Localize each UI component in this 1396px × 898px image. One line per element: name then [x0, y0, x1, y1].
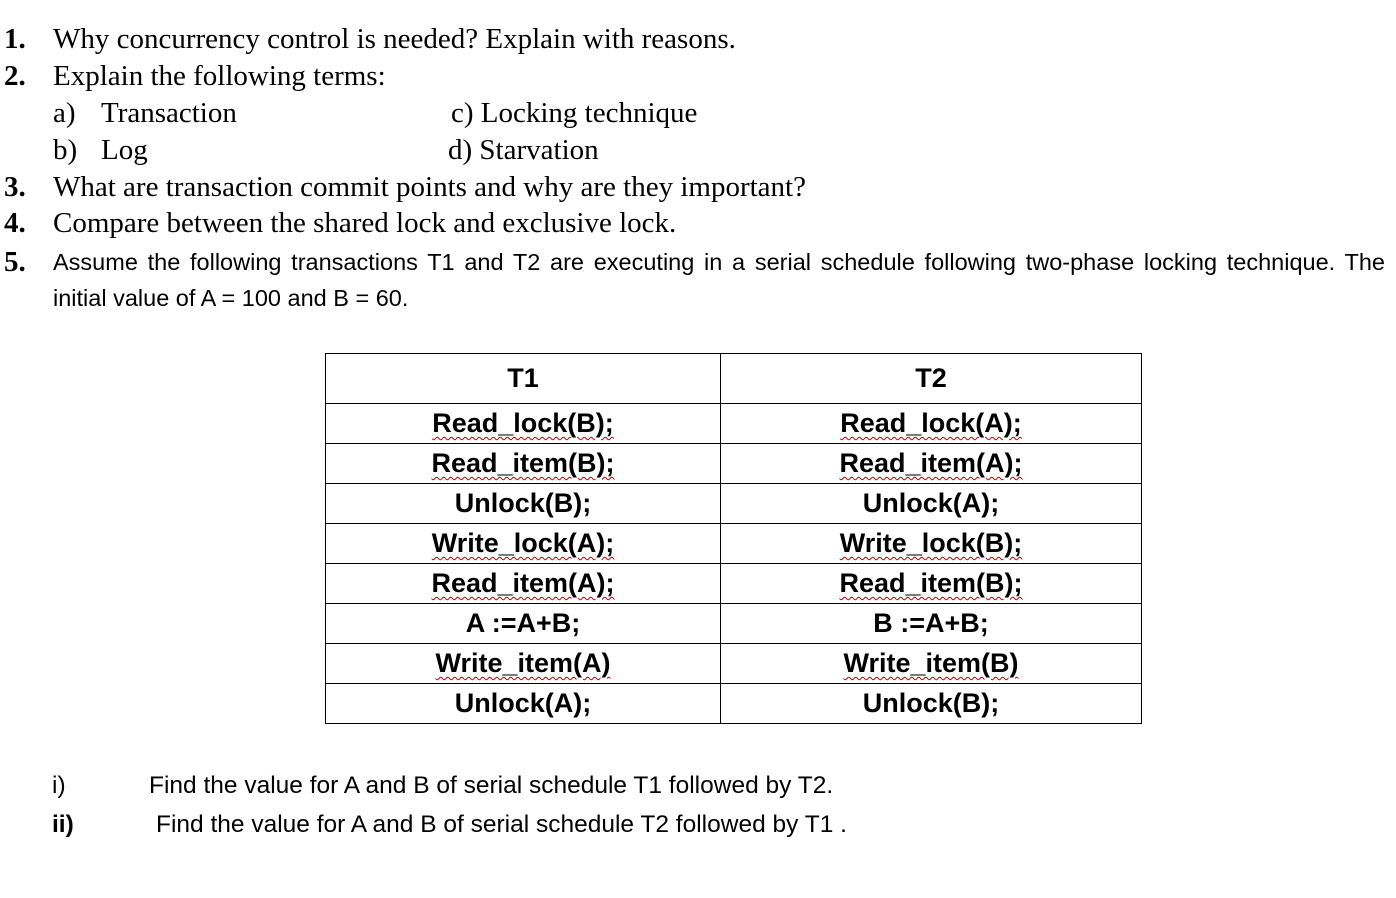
table-row [326, 684, 1142, 724]
table-cell: A :=A+B; [326, 604, 721, 644]
question-text: Compare between the shared lock and exclusive lock. [53, 207, 677, 239]
question-number: 2. [4, 60, 26, 92]
question-number: 4. [4, 207, 26, 239]
question-text: Why concurrency control is needed? Explain with reasons. [53, 23, 736, 55]
term-label: b) [53, 134, 78, 166]
table-cell: Read_item(B); [326, 444, 721, 484]
table-cell: Read_lock(A); [721, 404, 1142, 444]
table-cell: Unlock(B); [326, 484, 721, 524]
table-row [326, 404, 1142, 444]
term-label: d) [448, 134, 473, 166]
table-cell: Write_item(A) [326, 644, 721, 684]
term-text: Locking technique [480, 97, 698, 129]
question-text: Explain the following terms: [53, 60, 386, 92]
term-label: a) [53, 97, 76, 129]
table-header-row [326, 354, 1142, 404]
term-text: Log [101, 134, 148, 166]
question-number: 1. [4, 23, 26, 55]
subquestion-label: i) [52, 772, 66, 799]
question-number: 5. [4, 246, 26, 278]
table-row [326, 564, 1142, 604]
table-cell: B :=A+B; [721, 604, 1142, 644]
table-cell: Unlock(A); [721, 484, 1142, 524]
term-b [53, 132, 148, 168]
column-header-t1: T1 [326, 354, 721, 404]
table-cell: Read_item(A); [326, 564, 721, 604]
schedule-table [325, 353, 1142, 724]
table-cell: Write_item(B) [721, 644, 1142, 684]
table-cell: Unlock(B); [721, 684, 1142, 724]
subquestion-label: ii) [52, 811, 74, 838]
table-cell: Read_lock(B); [326, 404, 721, 444]
term-d [448, 132, 599, 168]
term-label: c) [451, 97, 474, 129]
table-cell: Write_lock(A); [326, 524, 721, 564]
term-a [53, 95, 237, 131]
subquestion-text: Find the value for A and B of serial schedule T2 followed by T1 . [156, 811, 847, 838]
table-row [326, 524, 1142, 564]
table-cell: Unlock(A); [326, 684, 721, 724]
table-cell: Write_lock(B); [721, 524, 1142, 564]
table-cell: Read_item(B); [721, 564, 1142, 604]
table-row [326, 444, 1142, 484]
term-c [451, 95, 697, 131]
table-cell: Read_item(A); [721, 444, 1142, 484]
term-text: Starvation [479, 134, 599, 166]
term-text: Transaction [101, 97, 237, 129]
question-text: What are transaction commit points and why are they important? [53, 171, 806, 203]
question-number: 3. [4, 171, 26, 203]
column-header-t2: T2 [721, 354, 1142, 404]
subquestion-text: Find the value for A and B of serial schedule T1 followed by T2. [149, 772, 834, 799]
table-row [326, 604, 1142, 644]
question-text: Assume the following transactions T1 and T2 are executing in a serial schedule following two-phase locking technique. The initial value of A = 100 and B = 60. [53, 249, 1385, 311]
table-row [326, 484, 1142, 524]
table-row [326, 644, 1142, 684]
